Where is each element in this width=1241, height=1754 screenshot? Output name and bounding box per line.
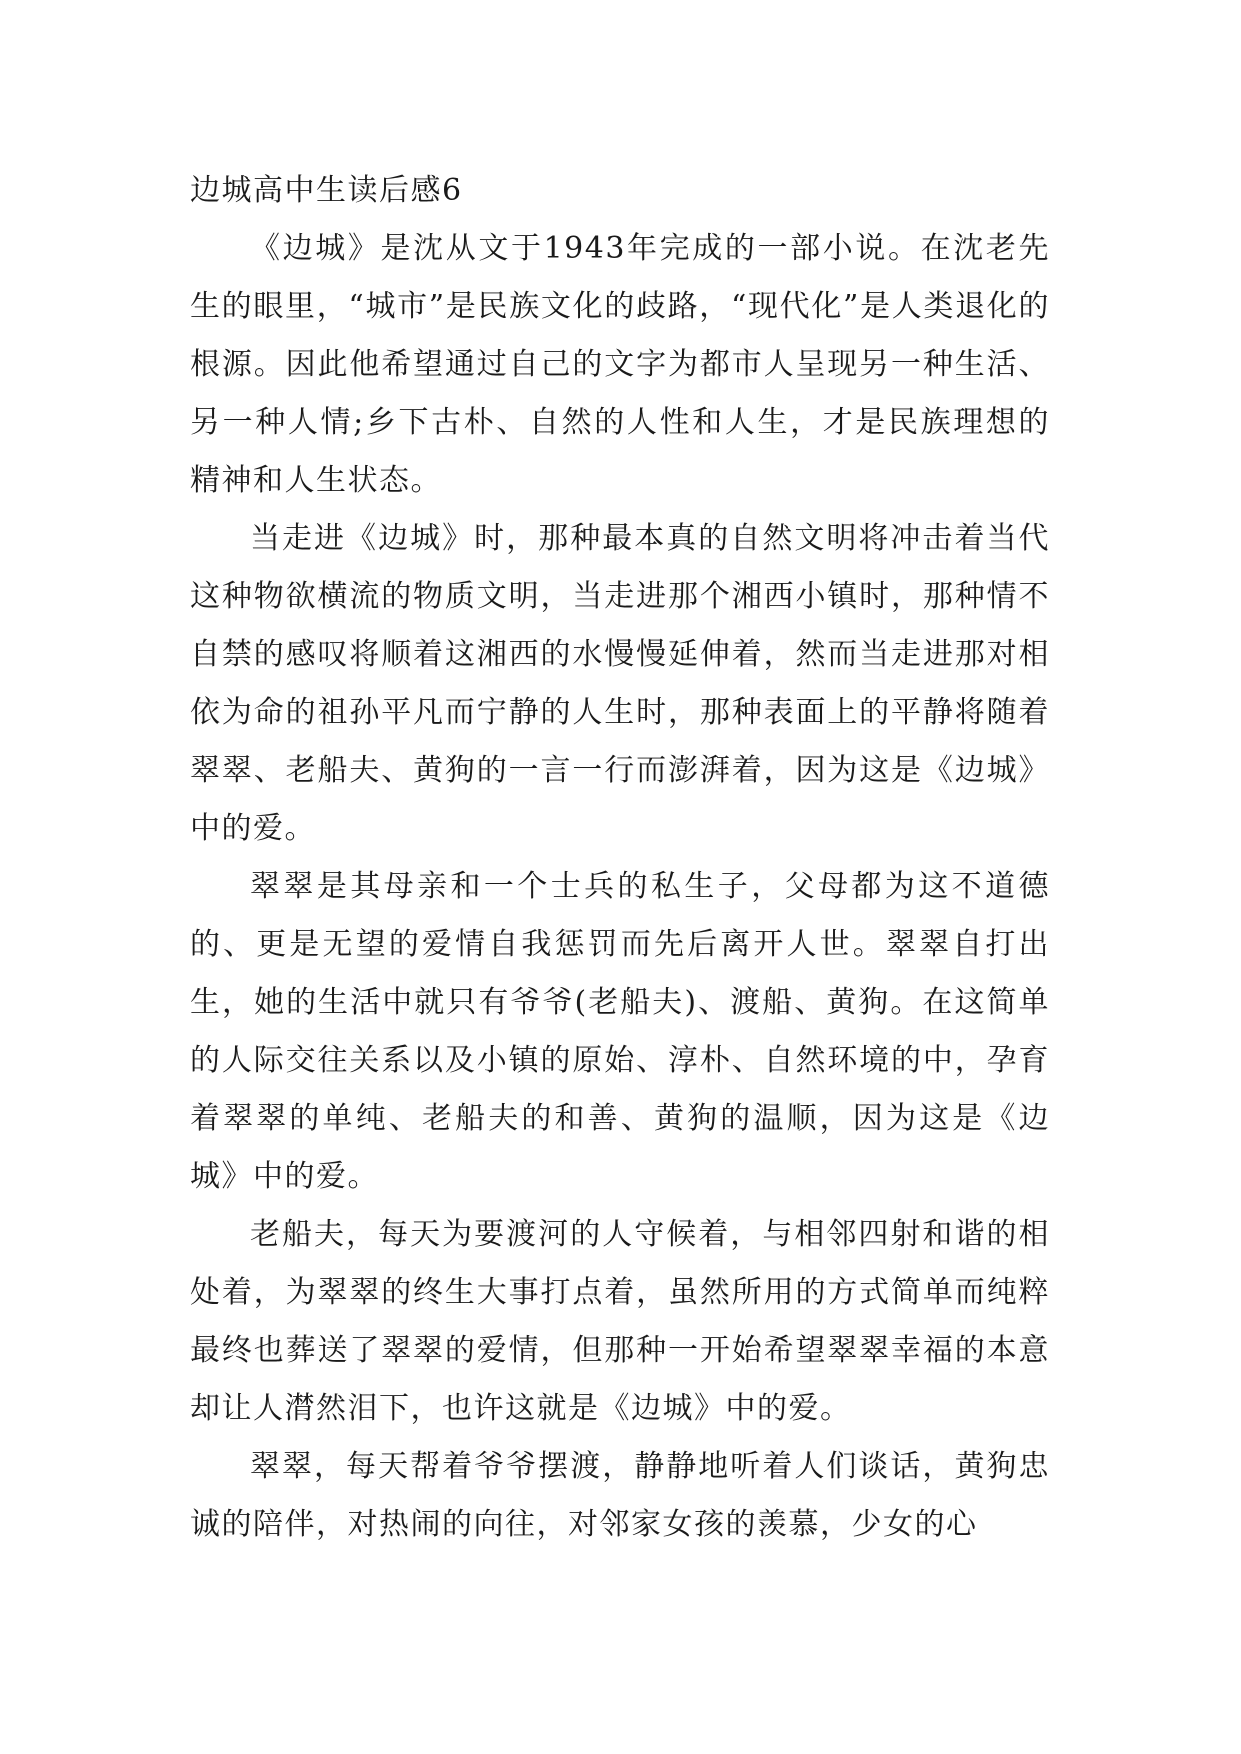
paragraph-4: 老船夫，每天为要渡河的人守候着，与相邻四射和谐的相处着，为翠翠的终生大事打点着，虽然所用的方式简单而纯粹最终也葬送了翠翠的爱情，但那种一开始希望翠翠幸福的本意却让人潸然泪下，也许这就是《边城》中的爱。 bbox=[190, 1217, 1050, 1426]
paragraph-2: 当走进《边城》时，那种最本真的自然文明将冲击着当代这种物欲横流的物质文明，当走进那个湘西小镇时，那种情不自禁的感叹将顺着这湘西的水慢慢延伸着，然而当走进那对相依为命的祖孙平凡而宁静的人生时，那种表面上的平静将随着翠翠、老船夫、黄狗的一言一行而澎湃着，因为这是《边城》中的爱。 bbox=[190, 521, 1050, 846]
document-body bbox=[190, 162, 1050, 1554]
document-title: 边城高中生读后感6 bbox=[190, 173, 463, 208]
paragraph-1: 《边城》是沈从文于1943年完成的一部小说。在沈老先生的眼里，“城市”是民族文化的歧路，“现代化”是人类退化的根源。因此他希望通过自己的文字为都市人呈现另一种生活、另一种人情;乡下古朴、自然的人性和人生，才是民族理想的精神和人生状态。 bbox=[190, 231, 1050, 498]
paragraph-5: 翠翠，每天帮着爷爷摆渡，静静地听着人们谈话，黄狗忠诚的陪伴，对热闹的向往，对邻家女孩的羡慕，少女的心 bbox=[190, 1449, 1050, 1542]
paragraph-3: 翠翠是其母亲和一个士兵的私生子，父母都为这不道德的、更是无望的爱情自我惩罚而先后离开人世。翠翠自打出生，她的生活中就只有爷爷(老船夫)、渡船、黄狗。在这简单的人际交往关系以及小镇的原始、淳朴、自然环境的中，孕育着翠翠的单纯、老船夫的和善、黄狗的温顺，因为这是《边城》中的爱。 bbox=[190, 869, 1050, 1194]
